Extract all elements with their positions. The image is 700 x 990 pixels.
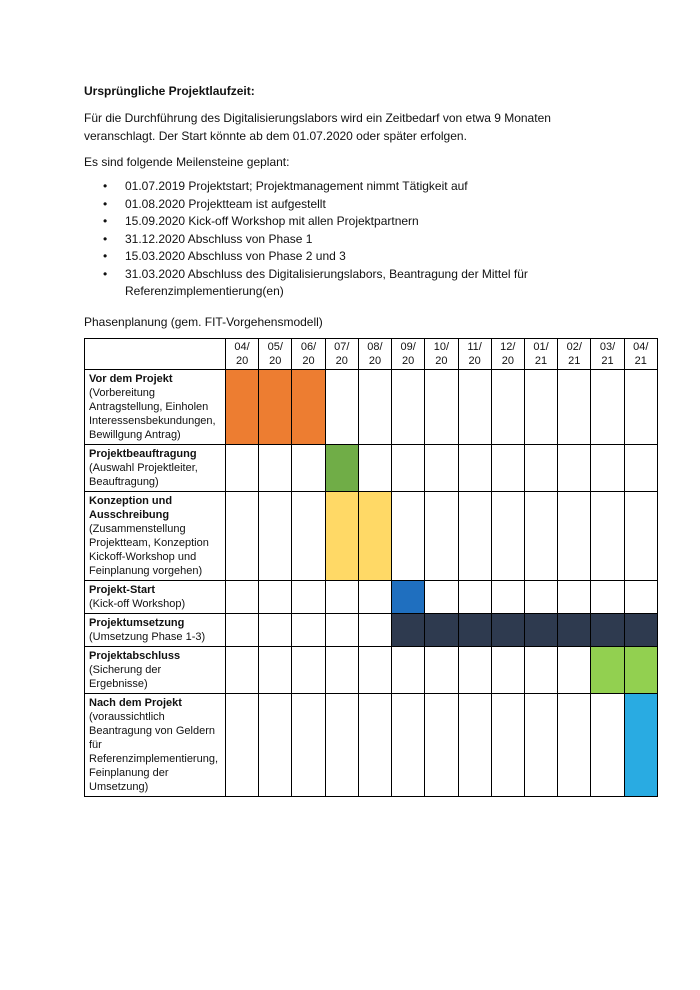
gantt-empty-cell (358, 647, 391, 694)
phase-description: (Umsetzung Phase 1-3) (89, 631, 206, 643)
gantt-bar-cell (358, 492, 391, 581)
milestone-text: 15.09.2020 Kick-off Workshop mit allen Projektpartnern (125, 214, 419, 228)
bullet-icon: • (103, 179, 108, 193)
gantt-empty-cell (491, 445, 524, 492)
month-header-cell: 03/ 21 (591, 339, 624, 370)
phase-label-cell (85, 581, 226, 614)
gantt-empty-cell (558, 581, 591, 614)
gantt-empty-cell (358, 581, 391, 614)
milestone-item (84, 178, 604, 196)
month-header-cell: 04/ 20 (225, 339, 258, 370)
month-header-cell: 05/ 20 (259, 339, 292, 370)
phase-title: Vor dem Projekt (89, 373, 173, 385)
gantt-bar-cell (624, 614, 657, 647)
gantt-empty-cell (558, 694, 591, 797)
gantt-empty-cell (358, 694, 391, 797)
gantt-empty-cell (558, 492, 591, 581)
gantt-bar-cell (458, 614, 491, 647)
gantt-empty-cell (392, 694, 425, 797)
milestone-item (84, 266, 604, 301)
gantt-empty-cell (225, 614, 258, 647)
phase-title: Projektbeauftragung (89, 448, 197, 460)
month-header-cell: 11/ 20 (458, 339, 491, 370)
gantt-bar-cell (325, 492, 358, 581)
gantt-empty-cell (425, 647, 458, 694)
gantt-empty-cell (524, 445, 557, 492)
gantt-empty-cell (292, 647, 325, 694)
phase-row (85, 492, 658, 581)
gantt-empty-cell (425, 445, 458, 492)
phase-row (85, 647, 658, 694)
gantt-empty-cell (325, 614, 358, 647)
phase-planning-table (84, 338, 658, 797)
phase-planning-title: Phasenplanung (gem. FIT-Vorgehensmodell) (84, 315, 323, 329)
gantt-empty-cell (524, 694, 557, 797)
gantt-empty-cell (491, 492, 524, 581)
gantt-empty-cell (425, 581, 458, 614)
gantt-empty-cell (292, 694, 325, 797)
gantt-empty-cell (624, 370, 657, 445)
month-header-cell: 01/ 21 (524, 339, 557, 370)
bullet-icon: • (103, 249, 108, 263)
milestone-item (84, 196, 604, 214)
gantt-empty-cell (458, 694, 491, 797)
gantt-empty-cell (225, 647, 258, 694)
gantt-bar-cell (225, 370, 258, 445)
milestone-item (84, 213, 604, 231)
gantt-empty-cell (591, 581, 624, 614)
phase-description: (Sicherung der Ergebnisse) (89, 664, 162, 690)
gantt-empty-cell (392, 370, 425, 445)
gantt-empty-cell (292, 492, 325, 581)
milestone-text: 31.03.2020 Abschluss des Digitalisierungslabors, Beantragung der Mittel für Referenzimplementierung(en) (125, 266, 528, 298)
phase-label-cell (85, 492, 226, 581)
gantt-empty-cell (458, 492, 491, 581)
gantt-empty-cell (491, 694, 524, 797)
gantt-empty-cell (259, 581, 292, 614)
phase-row (85, 694, 658, 797)
month-header-cell: 08/ 20 (358, 339, 391, 370)
gantt-empty-cell (325, 370, 358, 445)
gantt-empty-cell (425, 370, 458, 445)
milestone-text: 01.07.2019 Projektstart; Projektmanagement nimmt Tätigkeit auf (125, 179, 468, 193)
month-header-cell: 06/ 20 (292, 339, 325, 370)
gantt-empty-cell (225, 445, 258, 492)
bullet-icon: • (103, 214, 108, 228)
gantt-bar-cell (558, 614, 591, 647)
gantt-empty-cell (325, 647, 358, 694)
gantt-empty-cell (259, 614, 292, 647)
gantt-empty-cell (524, 370, 557, 445)
phase-description: (Vorbereitung Antragstellung, Einholen Interessensbekundungen, Bewillgung Antrag) (89, 387, 216, 441)
gantt-empty-cell (425, 492, 458, 581)
gantt-empty-cell (292, 614, 325, 647)
month-header-cell: 09/ 20 (392, 339, 425, 370)
gantt-empty-cell (358, 370, 391, 445)
gantt-empty-cell (392, 492, 425, 581)
gantt-empty-cell (458, 581, 491, 614)
gantt-empty-cell (392, 647, 425, 694)
phase-label-cell (85, 647, 226, 694)
gantt-empty-cell (524, 492, 557, 581)
gantt-empty-cell (591, 694, 624, 797)
phase-row (85, 614, 658, 647)
gantt-bar-cell (491, 614, 524, 647)
gantt-empty-cell (292, 581, 325, 614)
phase-title: Projektumsetzung (89, 617, 185, 629)
gantt-bar-cell (591, 647, 624, 694)
month-header-cell: 07/ 20 (325, 339, 358, 370)
month-header-cell: 02/ 21 (558, 339, 591, 370)
gantt-empty-cell (624, 581, 657, 614)
gantt-empty-cell (225, 581, 258, 614)
gantt-empty-cell (591, 445, 624, 492)
intro-paragraph: Für die Durchführung des Digitalisierungslabors wird ein Zeitbedarf von etwa 9 Monaten veranschlagt. Der Start könnte ab dem 01.07.2020 oder später erfolgen. (84, 111, 551, 143)
gantt-bar-cell (591, 614, 624, 647)
phase-title: Nach dem Projekt (89, 697, 182, 709)
gantt-empty-cell (292, 445, 325, 492)
gantt-empty-cell (325, 581, 358, 614)
gantt-bar-cell (392, 614, 425, 647)
phase-row (85, 581, 658, 614)
gantt-bar-cell (292, 370, 325, 445)
phase-title: Konzeption und Ausschreibung (89, 495, 173, 521)
gantt-empty-cell (524, 647, 557, 694)
phase-description: (Kick-off Workshop) (89, 598, 186, 610)
gantt-empty-cell (259, 647, 292, 694)
gantt-bar-cell (425, 614, 458, 647)
gantt-empty-cell (358, 445, 391, 492)
month-header-cell: 12/ 20 (491, 339, 524, 370)
gantt-empty-cell (259, 492, 292, 581)
milestone-text: 31.12.2020 Abschluss von Phase 1 (125, 231, 313, 246)
phase-label-cell (85, 694, 226, 797)
milestone-item (84, 231, 604, 249)
phase-label-cell (85, 370, 226, 445)
phase-row (85, 370, 658, 445)
gantt-bar-cell (624, 647, 657, 694)
phase-title: Projekt-Start (89, 584, 156, 596)
gantt-empty-cell (225, 694, 258, 797)
gantt-empty-cell (358, 614, 391, 647)
phase-row (85, 445, 658, 492)
phase-description: (Zusammenstellung Projektteam, Konzeption Kickoff-Workshop und Feinplanung vorgehen) (89, 523, 209, 577)
section-heading: Ursprüngliche Projektlaufzeit: (84, 84, 255, 98)
gantt-empty-cell (425, 694, 458, 797)
gantt-empty-cell (392, 445, 425, 492)
gantt-empty-cell (524, 581, 557, 614)
gantt-empty-cell (558, 647, 591, 694)
gantt-bar-cell (259, 370, 292, 445)
gantt-bar-cell (624, 694, 657, 797)
gantt-empty-cell (491, 647, 524, 694)
milestone-item (84, 248, 604, 266)
gantt-empty-cell (259, 694, 292, 797)
month-header-cell: 10/ 20 (425, 339, 458, 370)
gantt-empty-cell (458, 647, 491, 694)
gantt-empty-cell (458, 445, 491, 492)
bullet-icon: • (103, 231, 108, 246)
gantt-empty-cell (225, 492, 258, 581)
month-header-row (85, 339, 658, 370)
milestone-text: 15.03.2020 Abschluss von Phase 2 und 3 (125, 249, 346, 263)
gantt-bar-cell (392, 581, 425, 614)
gantt-empty-cell (591, 492, 624, 581)
header-corner-cell (85, 339, 226, 370)
gantt-empty-cell (325, 694, 358, 797)
milestone-text: 01.08.2020 Projektteam ist aufgestellt (125, 196, 326, 211)
gantt-empty-cell (259, 445, 292, 492)
gantt-empty-cell (491, 370, 524, 445)
gantt-empty-cell (624, 492, 657, 581)
month-header-cell: 04/ 21 (624, 339, 657, 370)
bullet-icon: • (103, 266, 108, 281)
bullet-icon: • (103, 196, 108, 211)
gantt-empty-cell (491, 581, 524, 614)
phase-label-cell (85, 445, 226, 492)
phase-description: (voraussichtlich Beantragung von Geldern für Referenzimplementierung, Feinplanung der Umsetzung) (89, 711, 219, 793)
gantt-bar-cell (325, 445, 358, 492)
gantt-bar-cell (524, 614, 557, 647)
gantt-empty-cell (558, 445, 591, 492)
gantt-empty-cell (458, 370, 491, 445)
gantt-empty-cell (624, 445, 657, 492)
milestones-intro: Es sind folgende Meilensteine geplant: (84, 155, 290, 169)
gantt-empty-cell (558, 370, 591, 445)
gantt-empty-cell (591, 370, 624, 445)
phase-description: (Auswahl Projektleiter, Beauftragung) (89, 462, 198, 488)
phase-title: Projektabschluss (89, 650, 181, 662)
milestone-list (84, 178, 604, 301)
phase-label-cell (85, 614, 226, 647)
